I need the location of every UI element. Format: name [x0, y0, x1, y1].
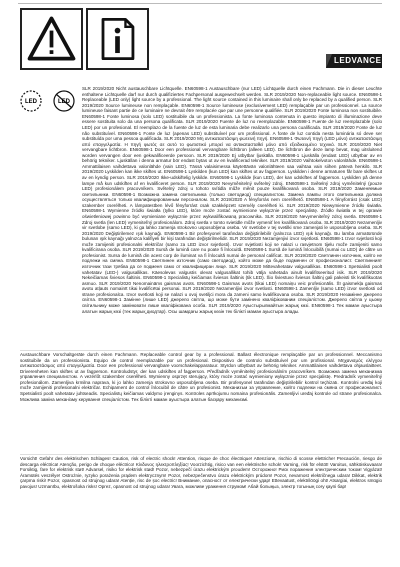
svg-text:LED: LED — [25, 99, 37, 105]
paragraph-electric-shock-text: Vorsicht! Gefahr des elektrischen Schlages! Caution, risk of electric shock! Attention, risque de choc électrique! Attenzione, rischio di scosse elettriche! Precaución, riesgo de descarga eléctrica! Atenção, perigo de choque eléctrico! Κίνδυνος ηλεκτροπληξίας! Voorzichtig, risico van een elektrische schok! Varning, risk för elstöt! Varoitus, sähköiskuvaara! Forsiktig, fare for elektrisk støt! Advarsel, risiko for elektrisk stød! Pozor, nebezpečí úrazu elektrickým proudem! Осторожно! Риск поражения электрическим током! Vigyázat! Áramütés veszélye! Ostrożnie, ryzyko porażenia prądem elektrycznym! Pozor, nebezpečenstvo úrazu elektrickým prúdom! Pozor, nevarnost električnega udara! Dikkat, elektrik çarpma riski! Pozor, opasnost od strujnog udara! Atenție, risc de șoc electric! Внимание, опасност от електрически удар! Ettevaatust, elektrilöögi oht! Atsargiai, elektros smūgio pavojus! Uzmanību, elektrošoka risks! Oprez, opasnost od strujnog udara! Увага, можливе ураження струмом! Абай болыңыз, электр тогының соғу қаупі бар! — [20, 456, 382, 489]
brand-name: LEDVANCE — [334, 56, 382, 65]
divider — [20, 454, 382, 455]
paragraph-light-source — [20, 86, 382, 349]
info-icon — [88, 10, 147, 68]
svg-text:LED: LED — [58, 99, 70, 105]
top-border — [18, 3, 382, 4]
warning-icon-box — [20, 8, 83, 70]
paragraph-control-gear-text: Austauschbare Vorschaltgeräte durch einen Fachmann. Replaceable control gear by a professional. Ballast électronique remplaçable par un professionnel. Meccanismo sostituibile da un professionista. Equipo de control reemplazable por un profesional. Dispositivo de controlo substituível por um profissional. Μηχανισμός ελέγχου αντικαταστάσιμος από επαγγελματία. Door een professional vervangbare voorschakelapparatuur. Styrdon utbytbart av behörig tekniker. Ammattilaisen vaihdettava ohjauslaitteet. Driverenheten kan skiftes ut av fagperson. Kontroludstyr, der kan udskiftes af fagperson. Předřadník vyměnitelný profesionálním pracovníkem. Возможна замена механизма управления специалистом. A vezérlőt szakember cserélheti. Wymienny osprzęt sterujący, który może zostać wymieniony wyłącznie przez specjalistę. Predradník vymeniteľný profesionálom. Zamenljiva krmilna naprava, ki jo lahko zamenja strokovno usposobljena oseba. Bir profesyonel tarafından değiştirilebilir kontrol teçhizatı. Kontrolni uređaj koji može zamijeniti profesionalni električar. Echipament de control înlocuibil de către un profesionist. Механизъм за управление, който подлежи на смяна от професионалист. Spetsialisti poolt vahetatav juhtseadis. Specialistų keičiamas valdymo įrenginys. Kontroles aprīkojumu nomaina profesionālis. Zamenljivi uređaj kontrole od strane profesionalca. Можлива заміна механізму керування спеціалістом. Тек білікті маман ауыстыра алатын басқару механизмі. — [20, 352, 382, 402]
divider — [20, 350, 382, 351]
info-icon-box — [86, 8, 149, 70]
paragraph-control-gear — [20, 352, 382, 452]
paragraph-electric-shock — [20, 456, 382, 560]
brand-logo — [326, 54, 382, 68]
paragraph-light-source-text: SLR 2019/2020 Nicht austauschbare Lichtquelle. EN60598-1 Austauschbare (nur LED) Lichtquelle durch einen Fachmann. Die in dieser Leuchte enthaltene Lichtquelle darf nur durch qualifiziertes Fachpersonal ausgewechselt werden. SLR 2019/2020 Non-replaceable light source. EN60598-1 Replaceable (LED only) light source by a professional. The light source contained in this luminaire shall only be replaced by a qualified person. SLR 2019/2020 Source lumineuse non remplaçable. EN60598-1 Source lumineuse (exclusivement LED) remplaçable par un professionnel. La source lumineuse faisant partie de ce luminaire ne devrait être remplacée que par une personne qualifiée. SLR 2019/2020 Fonte luminosa non sostituibile. EN60598-1 Fonte luminosa (solo LED) sostituibile da un professionista. La fonte luminosa contenuta in questo impianto di illuminazione deve essere sostituita solo da una persona qualificata. SLR 2019/2020 Fuente de luz no reemplazable. EN60598-1 Fuente de luz reemplazable (solo LED) por un profesional. El reemplazo de la fuente de luz de esta luminaria debe realizarlo una persona cualificada. SLR 2019/2020 Fonte de luz não substituível. EN60598-1 Fonte de luz (apenas LED) substituível por um profissional. A fonte de luz contida nesta luminária só deve ser substituída por uma pessoa qualificada. SLR 2019/2020 Μη αντικαταστάσιμη φωτεινή πηγή. EN60598-1 Φωτεινή πηγή (LED μόνο) αντικαταστάσιμη από επαγγελματία. Η πηγή φωτός σε αυτό το φωτιστικό μπορεί να αντικατασταθεί μόνο από εξειδικευμένο τεχνικό. SLR 2019/2020 Niet vervangbare lichtbron. EN60598-1 Door een professional vervangbare lichtbron (alleen LED). De lichtbron die deze lamp bevat, mag uitsluitend worden vervangen door een gekwalificeerde persoon. SLR 2019/2020 Ej utbytbar ljuskälla. EN60598-1 Ljuskälla (endast LED) utbytbar av en behörig tekniker. Ljuskällan i denna armatur bör endast bytas ut av en kvalificerad tekniker. SLR 2019/2020 Vaihtokelvoton valonlähde. EN60598-1 Ammattilaisen vaihdettava valonlähde (vain LED). Tässä valaisimessa käytettävän valonlähteen saa vaihtaa vain siihen pätevä henkilö. SLR 2019/2020 Lyskilden kan ikke skiftes ut. EN60598-1 Lyskilden (kun LED) kan skiftes ut av fagperson. Lyskilden i denne armaturen får bare skiftes ut av en kyndig person. SLR 2019/2020 Ikke-udskiftelig lyskilde. EN60598-1 Lyskilde (kun LED), der kan udskiftes af fagperson. Lyskilden på denne lampe må kun udskiftes af en kvalificeret person. SLR 2019/2020 Nevyměnitelný světelný zdroj. EN60598-1 Světelný zdroj vyměnitelný (pouze LED) profesionálem pracovníkem. Světelný zdroj u tohoto svítidla může měnit pouze kvalifikovaná osoba. SLR 2019/2020 Заменяемые светильники. EN60598-1 Возможна замена светильника (только светодиод) специалистом. Замена лампы этого светильника должна осуществляться только квалифицированным персоналом. SLR 2019/2020 A fényforrás nem cserélhető. EN60598-1 A fényforrást (csak LED) szakember cserélheti. A lámpatestben lévő fényforrást csak szakképzett személy cserélheti ki. SLR 2019/2020 Niewymienne źródło światła. EN60598-1 Wymienne źródło światła (tylko LED), które może zostać wymienione wyłącznie przez specjalistę. Źródło światła w tej oprawie oświetleniowej powinno być wymieniane wyłącznie przez wykwalifikowaną pracownika. SLR 2019/2020 Nevymeniteľný zdroj svetla. EN60598-1 Zdroj svetla (len LED) vymeniteľný profesionálom. Zdroj svetla v tomto svietidle môže vymeniť len kvalifikovaná osoba. SLR 2019/2020 Nezamenljiv vir svetlobe (samo LED), ki ga lahko zamenja strokovno usposobljena oseba. Vir svetlobe v tej svetilki sme zamenjati le usposobljena oseba. SLR 2019/2020 Değiştirilemez ışık kaynağı. EN60598-1 Bir profesyonel tarafından değiştirilebilir (yalnızca LED) ışık kaynağı. Bu lamba armatüründe bulunan ışık kaynağı yalnızca kalifiyeli bir kişi tarafından değiştirilmelidir. SLR 2019/2020 Nezamjenjivi izvor svjetlosti. EN60598-1 Izvor svjetlosti koji može zamijeniti profesionalni električar (samo za LED izvor svjetlosti). Izvor svjetlosti koji se nalazi u rasvjetnom tijelu može zamijeniti samo kvalificirana osoba. SLR 2019/2020 Sursă de lumină care nu poate fi înlocuită. EN60598-1 Sursă de lumină înlocuibilă (numai cu LED) de către un profesionist. Sursa de lumină din acest corp de iluminat va fi înlocuită numai de personal calificat. SLR 2019/2020 Светлинен източник, който не подлежи на смяна. EN60598-1 Светлинен източник (само светодиод), който може да бъде подменен от професионалист. Светлинният източник тази трябва да се подменя само от квалифициран лице. SLR 2019/2020 Mittevahetatav valgusallikas. EN60598-1 Spetsialisti poolt vahetatav (LED-) valgusallikas. Käesolevas valgustis olevat valgusallikat tohib välja vahetada ainult kvalifitseeritud isik. SLR 2019/2020 Nekeičiamas šviesos šaltinis. EN60598-1 Specialistų keičiamas šviesos šaltinis (tik LED). Šio šviestuvo šviesos šaltinį gali pakeisti tik kvalifikuotas asmuo. SLR 2019/2020 Nenomaināms gaismas avots. EN60598-1 Gaismas avots (tikai LED) nomaiņu veic profesionālis. Šī gaismekļa gaismas avotu atļauts nomainīt tikai kvalificētai personai. SLR 2019/2020 Nezamenljivi izvor svetlosti. EN60598-1 Zamenljiv (samo LED) izvor svetlosti od strane profesionalca. Izvor svetlosti koji se nalazi u ovoj svetiljci mora da zameni samo kvalifikovana osoba. SLR 2019/2020 Незамінне джерело світла. EN60598-1 Замінне (лише LED) джерело світла, що може бути замінено кваліфікованим спеціалістом. Джерело світла у цьому світильнику може замінювати лише кваліфікована особа. SLR 2019/2020 Ауыстырылмайтын жарық көзі. EN60598-1 Тек маман ауыстыра алатын жарық көзі (тек жарық диодтар). Осы шамдағы жарық көзін тек білікті маман ауыстыра алады. — [82, 86, 382, 314]
warning-icon — [22, 10, 81, 68]
